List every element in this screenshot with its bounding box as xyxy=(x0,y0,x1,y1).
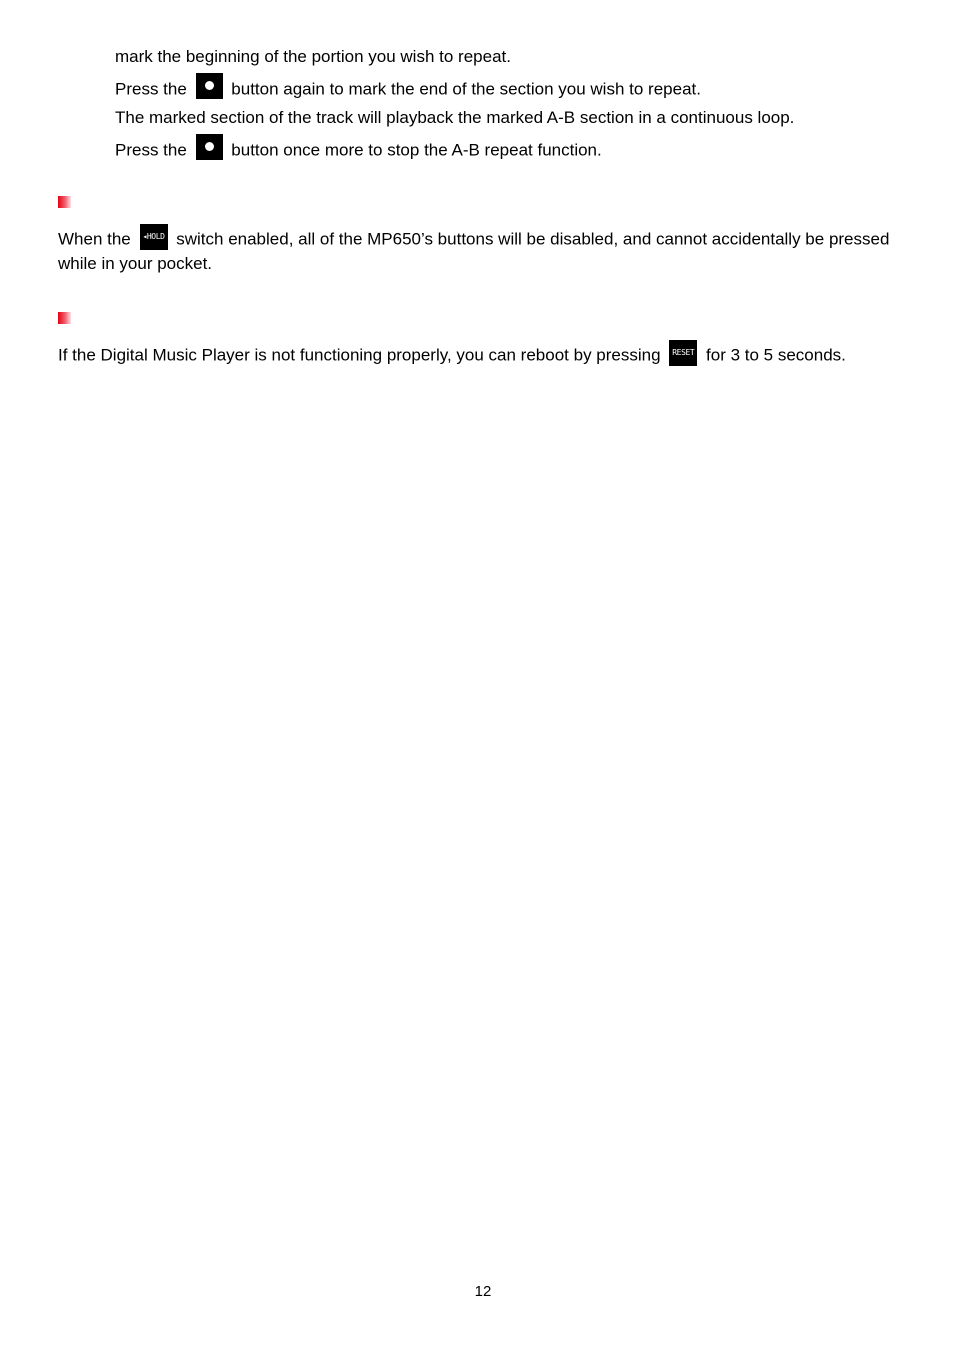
hold-line-1-start: When the xyxy=(58,229,131,249)
reset-line-1-start: If the Digital Music Player is not functioning properly, you can reboot by pressing xyxy=(58,345,661,365)
hold-line-2: while in your pocket. xyxy=(58,254,213,273)
ab-repeat-line-2-start: Press the xyxy=(115,79,187,99)
reset-line-1 xyxy=(58,343,846,365)
hold-line-1 xyxy=(58,227,889,249)
ab-repeat-line-4-end: button once more to stop the A-B repeat function. xyxy=(231,140,602,160)
ab-repeat-line-4-start: Press the xyxy=(115,140,187,160)
ab-repeat-line-1: mark the beginning of the portion you wish to repeat. xyxy=(115,47,511,66)
hold-line-1-end: switch enabled, all of the MP650’s buttons will be disabled, and cannot accidentally be pressed xyxy=(176,229,890,249)
ab-repeat-line-2-end: button again to mark the end of the section you wish to repeat. xyxy=(231,79,701,99)
record-dot-icon xyxy=(196,134,223,160)
record-dot-icon xyxy=(196,73,223,99)
section-bullet-icon xyxy=(58,196,71,208)
hold-switch-icon: ◂HOLD xyxy=(140,224,168,250)
reset-button-icon: RESET xyxy=(669,340,697,366)
ab-repeat-line-4 xyxy=(115,138,602,160)
ab-repeat-line-3: The marked section of the track will playback the marked A-B section in a continuous loop. xyxy=(115,108,795,127)
section-bullet-icon xyxy=(58,312,71,324)
page-number: 12 xyxy=(474,1283,492,1300)
reset-line-1-end: for 3 to 5 seconds. xyxy=(706,345,846,365)
ab-repeat-line-2 xyxy=(115,77,701,99)
